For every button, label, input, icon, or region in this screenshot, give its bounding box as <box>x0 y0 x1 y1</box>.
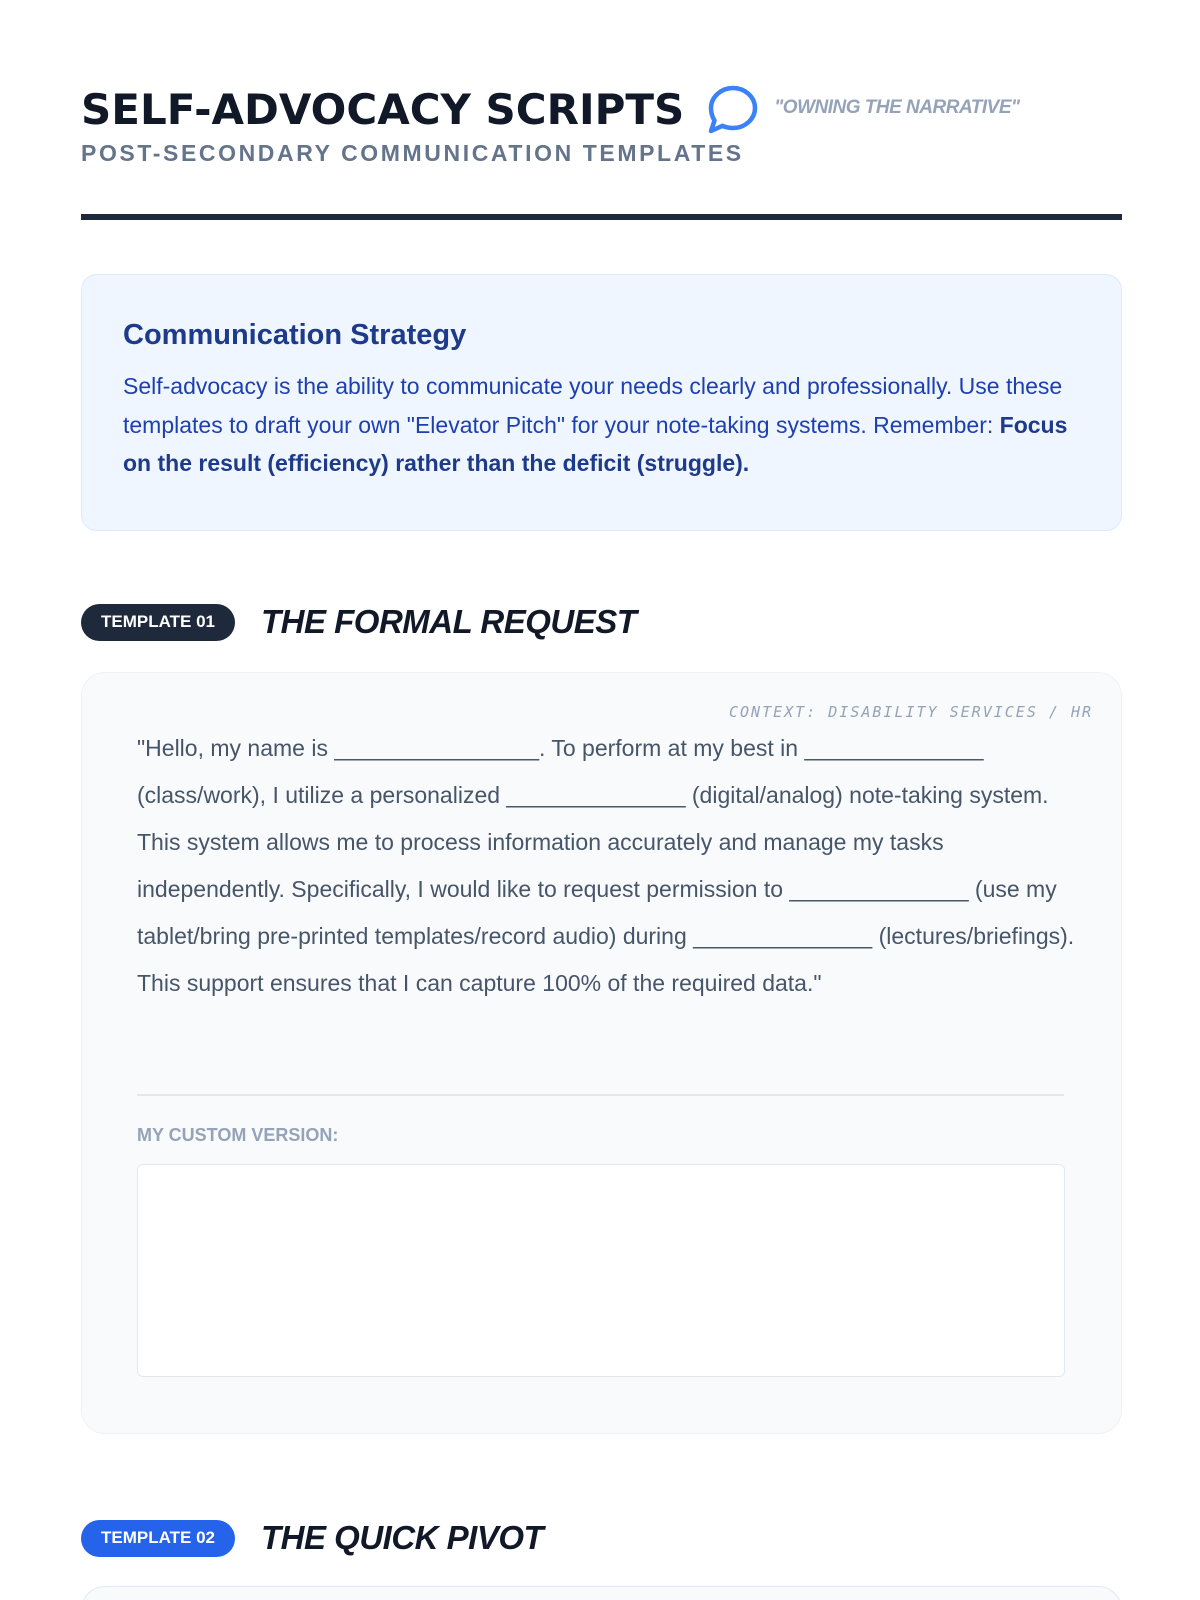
template-01-card <box>81 672 1122 1434</box>
title-row <box>81 80 1121 140</box>
page-header <box>81 80 1121 167</box>
tagline: "OWNING THE NARRATIVE" <box>774 97 1020 118</box>
page-title: SELF-ADVOCACY SCRIPTS <box>81 85 685 134</box>
template-01-heading <box>81 602 636 642</box>
template-context: CONTEXT: DISABILITY SERVICES / HR <box>728 703 1093 721</box>
custom-version-input[interactable] <box>137 1164 1065 1377</box>
page-subtitle: POST-SECONDARY COMMUNICATION TEMPLATES <box>81 140 744 166</box>
template-script: "Hello, my name is ________________. To perform at my best in ______________ (class/work), I utilize a personalized ______________ (digital/analog) note-taking system. This system allows me to process information accurately and manage my tasks independently. Specifically, I would like to request permission to ______________ (use my tablet/bring pre-printed templates/record audio) during ______________ (lectures/briefings). This support ensures that I can capture 100% of the required data." <box>137 735 1075 996</box>
card-divider <box>137 1094 1064 1096</box>
header-divider <box>81 214 1122 220</box>
strategy-emphasis: Focus on the result (efficiency) rather than the deficit (struggle). <box>123 411 1068 476</box>
strategy-text: Self-advocacy is the ability to communicate your needs clearly and professionally. Use these templates to draft your own "Elevator Pitch" for your note-taking systems. Remember: <box>123 373 1063 438</box>
template-badge: TEMPLATE 02 <box>81 1520 235 1557</box>
strategy-heading: Communication Strategy <box>123 319 467 351</box>
template-title: THE QUICK PIVOT <box>260 1519 544 1556</box>
template-badge: TEMPLATE 01 <box>81 604 235 641</box>
template-title: THE FORMAL REQUEST <box>260 603 637 640</box>
custom-version-label: MY CUSTOM VERSION: <box>137 1125 339 1145</box>
template-02-card <box>81 1586 1122 1600</box>
strategy-body <box>123 367 1081 483</box>
template-02-heading <box>81 1518 543 1558</box>
chat-bubble-icon <box>706 83 760 137</box>
strategy-callout <box>81 274 1122 531</box>
